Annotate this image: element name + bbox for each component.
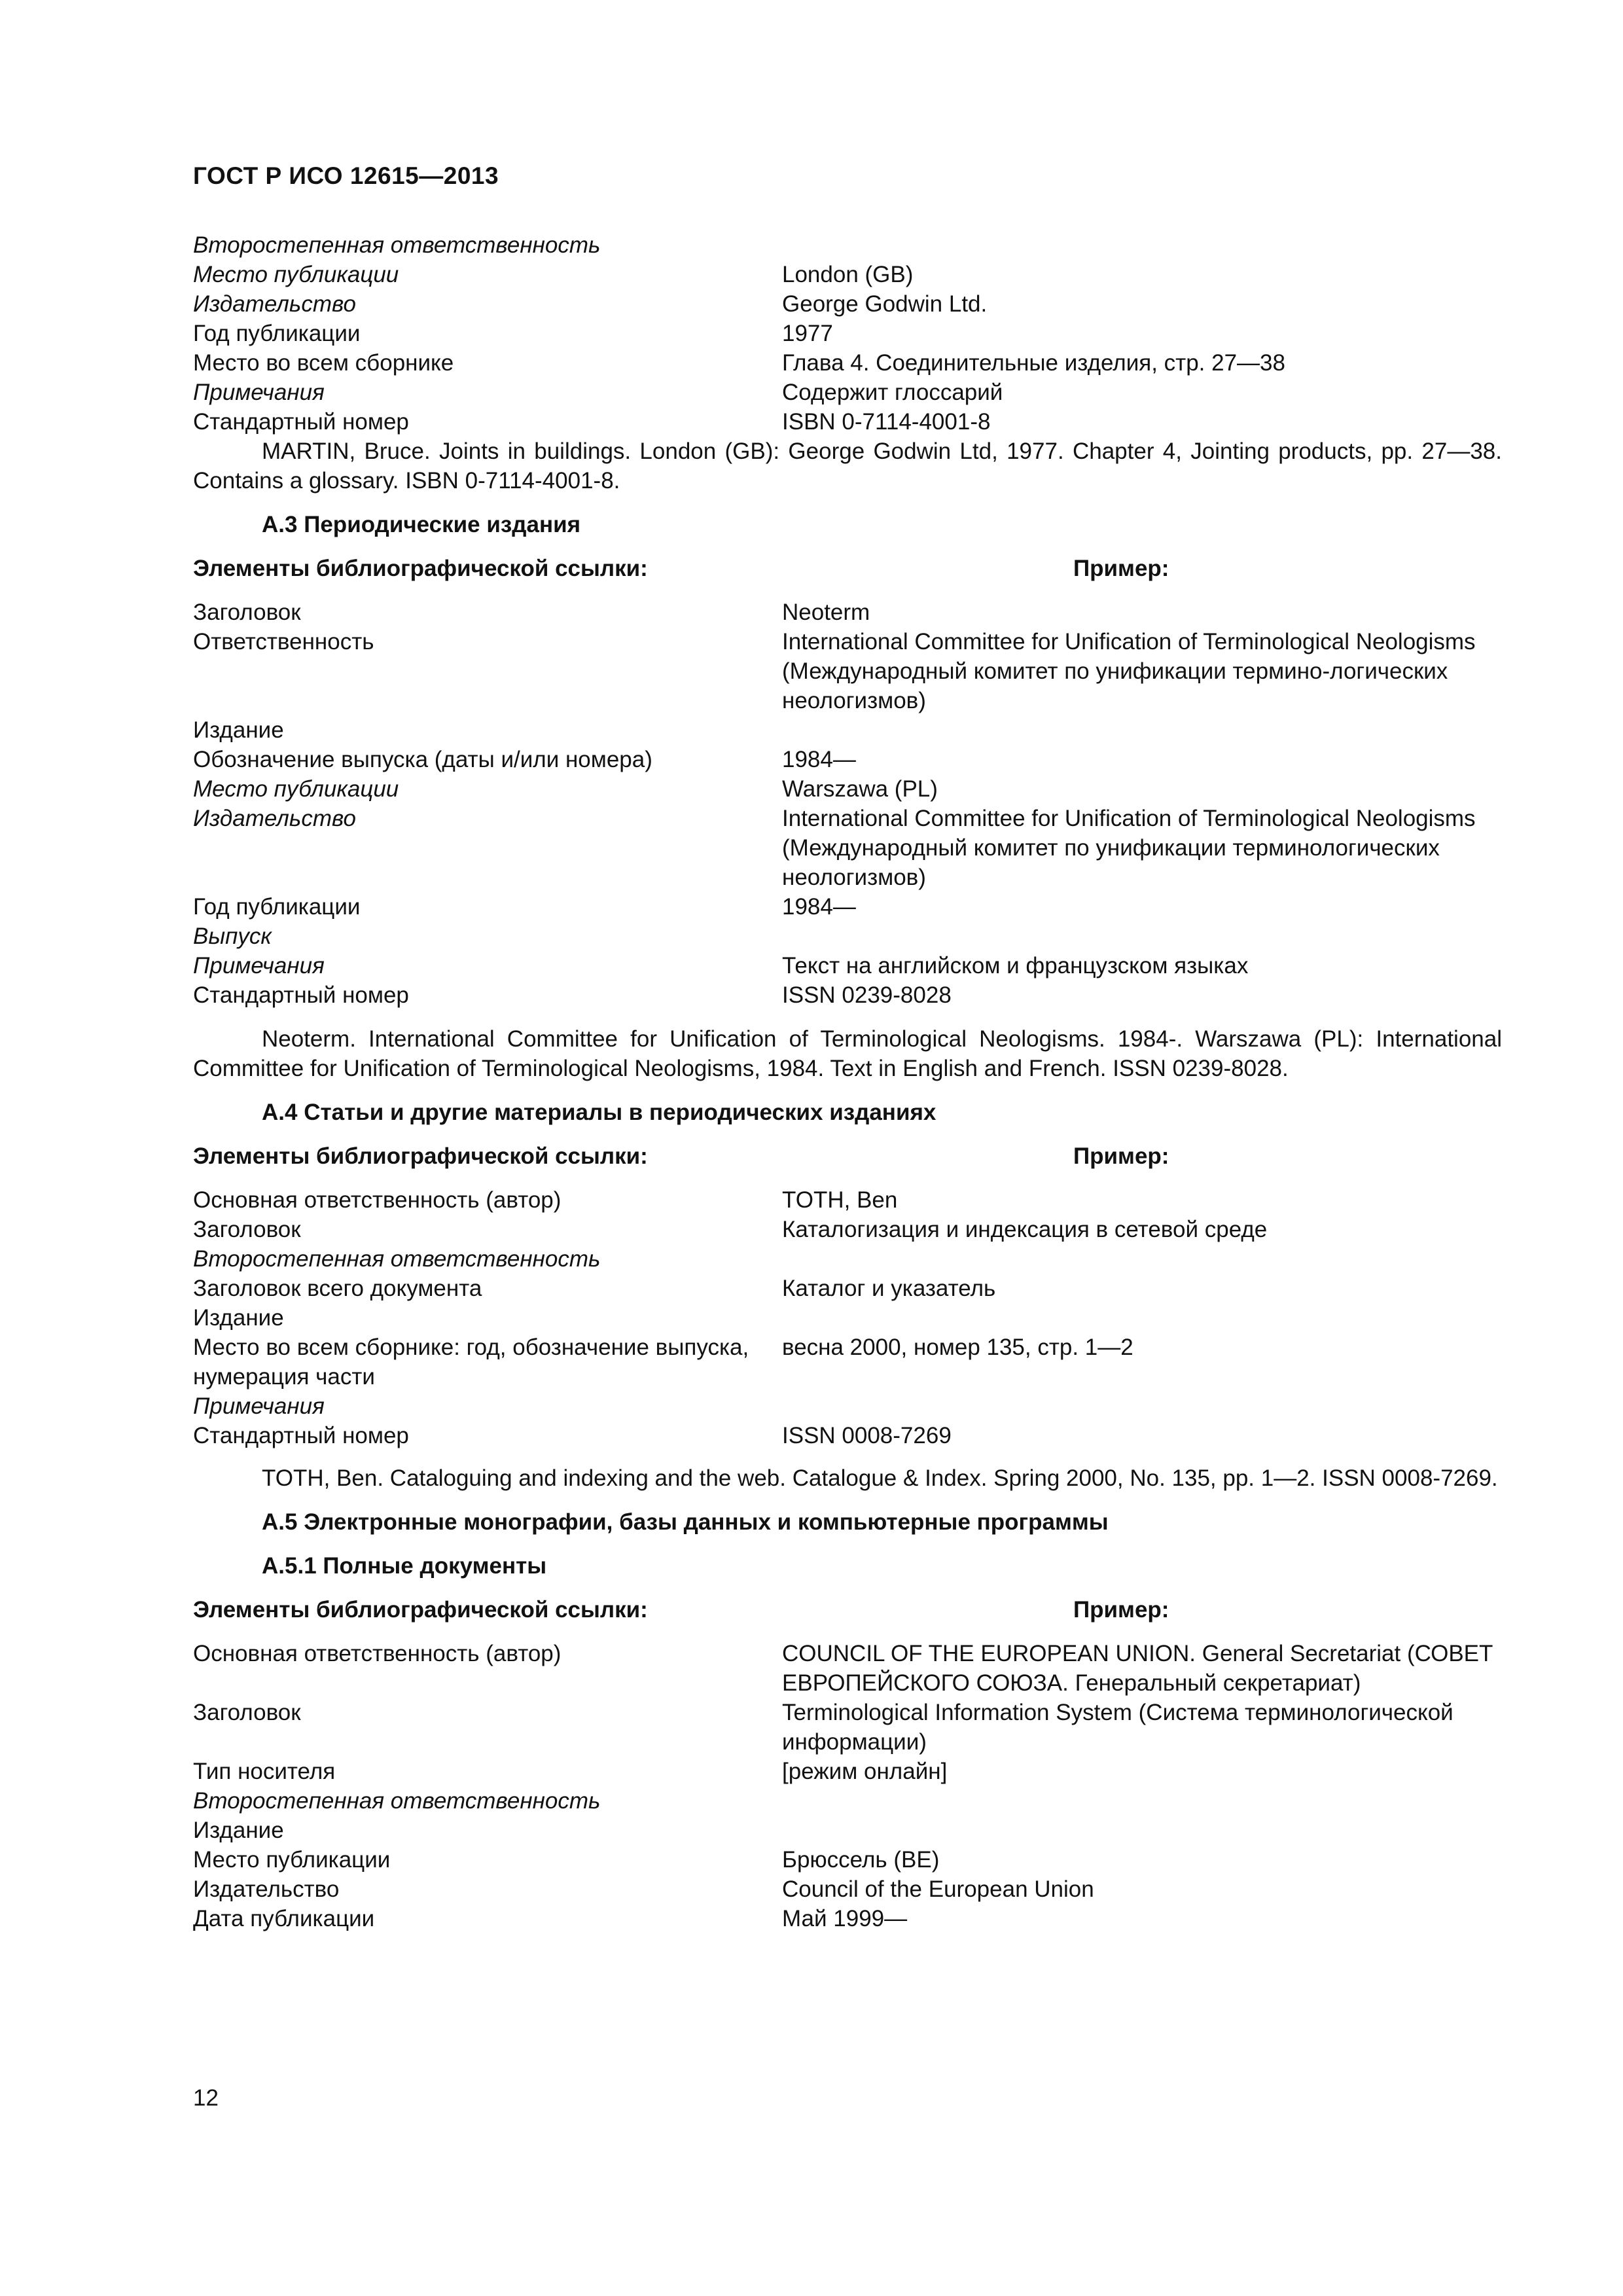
a2-rows bbox=[193, 230, 1502, 495]
ref-row bbox=[193, 715, 1502, 745]
ref-value: Брюссель (BE) bbox=[782, 1847, 940, 1873]
columns-header bbox=[193, 1141, 1502, 1171]
ref-label: Заголовок bbox=[193, 1217, 301, 1242]
ref-row bbox=[193, 407, 1502, 437]
ref-label: Основная ответственность (автор) bbox=[193, 1641, 562, 1666]
ref-value: Текст на английском и французском языках bbox=[782, 953, 1249, 978]
ref-row bbox=[193, 1874, 1502, 1904]
subsection-heading: А.5.1 Полные документы bbox=[262, 1553, 547, 1579]
ref-row bbox=[193, 598, 1502, 627]
page-number: 12 bbox=[193, 2085, 219, 2111]
ref-label: Ответственность bbox=[193, 629, 374, 655]
ref-value: ISSN 0239-8028 bbox=[782, 982, 952, 1008]
ref-label: Стандартный номер bbox=[193, 982, 409, 1008]
ref-row bbox=[193, 922, 1502, 951]
ref-label: Примечания bbox=[193, 1393, 325, 1419]
ref-value: TOTH, Ben bbox=[782, 1187, 898, 1213]
ref-row bbox=[193, 1391, 1502, 1421]
ref-row bbox=[193, 774, 1502, 804]
elements-column-heading: Элементы библиографической ссылки: bbox=[193, 556, 648, 581]
ref-row bbox=[193, 892, 1502, 922]
ref-label: Место публикации bbox=[193, 776, 399, 802]
ref-label: Издательство bbox=[193, 1876, 340, 1902]
ref-label: Заголовок bbox=[193, 1700, 301, 1725]
ref-row bbox=[193, 1786, 1502, 1816]
ref-label: Место во всем сборнике: год, обозначение выпуска, нумерация части bbox=[193, 1335, 749, 1390]
example-paragraph: TOTH, Ben. Cataloguing and indexing and the web. Catalogue & Index. Spring 2000, No. 135, pp. 1—2. ISSN 0008-7269. bbox=[262, 1465, 1498, 1491]
ref-label: Издание bbox=[193, 717, 284, 743]
a3-rows bbox=[193, 598, 1502, 1083]
a4-rows bbox=[193, 1185, 1502, 1493]
ref-label: Год публикации bbox=[193, 894, 361, 920]
ref-value: ISSN 0008-7269 bbox=[782, 1423, 952, 1448]
document-header: ГОСТ Р ИСО 12615—2013 bbox=[193, 162, 499, 189]
ref-row bbox=[193, 348, 1502, 378]
spacer bbox=[193, 1010, 1502, 1024]
ref-row bbox=[193, 1303, 1502, 1333]
ref-value: Council of the European Union bbox=[782, 1876, 1094, 1902]
ref-label: Стандартный номер bbox=[193, 409, 409, 435]
ref-row bbox=[193, 745, 1502, 774]
columns-header bbox=[193, 554, 1502, 583]
ref-label: Второстепенная ответственность bbox=[193, 232, 601, 258]
ref-value: COUNCIL OF THE EUROPEAN UNION. General Secretariat (СОВЕТ ЕВРОПЕЙСКОГО СОЮЗА. Генеральный секретариат) bbox=[782, 1641, 1493, 1696]
ref-row bbox=[193, 1215, 1502, 1244]
example-paragraph: Neoterm. International Committee for Unification of Terminological Neologisms. 1984-. Warszawa (PL): International Committee for Unification of Terminological Neologisms, 1984. Text in English and French. ISSN 0239-8028. bbox=[193, 1026, 1502, 1081]
ref-label: Примечания bbox=[193, 380, 325, 405]
ref-label: Обозначение выпуска (даты и/или номера) bbox=[193, 747, 652, 772]
document-body bbox=[193, 230, 1502, 1933]
ref-label: Тип носителя bbox=[193, 1759, 336, 1784]
a5-rows bbox=[193, 1639, 1502, 1933]
ref-label: Издание bbox=[193, 1818, 284, 1843]
ref-row bbox=[193, 1333, 1502, 1391]
section-heading: А.4 Статьи и другие материалы в периодических изданиях bbox=[262, 1100, 936, 1125]
ref-value: Глава 4. Соединительные изделия, стр. 27—38 bbox=[782, 350, 1285, 376]
ref-row bbox=[193, 378, 1502, 407]
example-column-heading: Пример: bbox=[1073, 1143, 1169, 1169]
ref-value: International Committee for Unification of Terminological Neologisms (Международный комитет по унификации терминологических неологизмов) bbox=[782, 806, 1476, 890]
ref-label: Издательство bbox=[193, 291, 356, 317]
elements-column-heading: Элементы библиографической ссылки: bbox=[193, 1143, 648, 1169]
section-heading: А.3 Периодические издания bbox=[262, 512, 581, 537]
ref-label: Заголовок bbox=[193, 600, 301, 625]
ref-label: Издание bbox=[193, 1305, 284, 1331]
section-heading: А.5 Электронные монографии, базы данных и компьютерные программы bbox=[262, 1509, 1109, 1535]
ref-row bbox=[193, 260, 1502, 289]
columns-header bbox=[193, 1595, 1502, 1624]
ref-row bbox=[193, 804, 1502, 892]
example-column-heading: Пример: bbox=[1073, 556, 1169, 581]
ref-row bbox=[193, 1185, 1502, 1215]
ref-row bbox=[193, 980, 1502, 1010]
ref-row bbox=[193, 1816, 1502, 1845]
ref-row bbox=[193, 1274, 1502, 1303]
ref-value: 1984— bbox=[782, 894, 856, 920]
ref-row bbox=[193, 1639, 1502, 1698]
ref-value: весна 2000, номер 135, стр. 1—2 bbox=[782, 1335, 1133, 1360]
ref-row bbox=[193, 1904, 1502, 1933]
ref-label: Год публикации bbox=[193, 321, 361, 346]
ref-value: Каталогизация и индексация в сетевой среде bbox=[782, 1217, 1268, 1242]
ref-label: Основная ответственность (автор) bbox=[193, 1187, 562, 1213]
ref-value: 1977 bbox=[782, 321, 833, 346]
ref-label: Выпуск bbox=[193, 924, 272, 949]
ref-row bbox=[193, 627, 1502, 715]
ref-row bbox=[193, 1698, 1502, 1757]
ref-label: Второстепенная ответственность bbox=[193, 1246, 601, 1272]
ref-value: Каталог и указатель bbox=[782, 1276, 996, 1301]
ref-value: Neoterm bbox=[782, 600, 870, 625]
ref-value: 1984— bbox=[782, 747, 856, 772]
ref-label: Примечания bbox=[193, 953, 325, 978]
ref-value: London (GB) bbox=[782, 262, 914, 287]
ref-row bbox=[193, 1845, 1502, 1874]
ref-row bbox=[193, 289, 1502, 319]
ref-value: Terminological Information System (Система терминологической информации) bbox=[782, 1700, 1454, 1755]
ref-label: Издательство bbox=[193, 806, 356, 831]
ref-label: Заголовок всего документа bbox=[193, 1276, 482, 1301]
ref-label: Стандартный номер bbox=[193, 1423, 409, 1448]
ref-row bbox=[193, 319, 1502, 348]
ref-row bbox=[193, 951, 1502, 980]
ref-label: Второстепенная ответственность bbox=[193, 1788, 601, 1814]
ref-label: Место публикации bbox=[193, 1847, 391, 1873]
ref-value: [режим онлайн] bbox=[782, 1759, 948, 1784]
spacer bbox=[193, 1450, 1502, 1463]
ref-value: George Godwin Ltd. bbox=[782, 291, 988, 317]
ref-value: International Committee for Unification of Terminological Neologisms (Международный комитет по унификации термино-логических неологизмов) bbox=[782, 629, 1476, 713]
ref-row bbox=[193, 230, 1502, 260]
ref-value: Содержит глоссарий bbox=[782, 380, 1003, 405]
ref-value: ISBN 0-7114-4001-8 bbox=[782, 409, 991, 435]
ref-value: Май 1999— bbox=[782, 1906, 908, 1931]
ref-row bbox=[193, 1244, 1502, 1274]
example-column-heading: Пример: bbox=[1073, 1597, 1169, 1623]
ref-label: Дата публикации bbox=[193, 1906, 375, 1931]
ref-row bbox=[193, 1421, 1502, 1450]
ref-label: Место во всем сборнике bbox=[193, 350, 454, 376]
ref-label: Место публикации bbox=[193, 262, 399, 287]
ref-value: Warszawa (PL) bbox=[782, 776, 938, 802]
ref-row bbox=[193, 1757, 1502, 1786]
example-paragraph: MARTIN, Bruce. Joints in buildings. London (GB): George Godwin Ltd, 1977. Chapter 4, Jointing products, pp. 27—38. Contains a glossary. ISBN 0-7114-4001-8. bbox=[193, 439, 1502, 493]
elements-column-heading: Элементы библиографической ссылки: bbox=[193, 1597, 648, 1623]
